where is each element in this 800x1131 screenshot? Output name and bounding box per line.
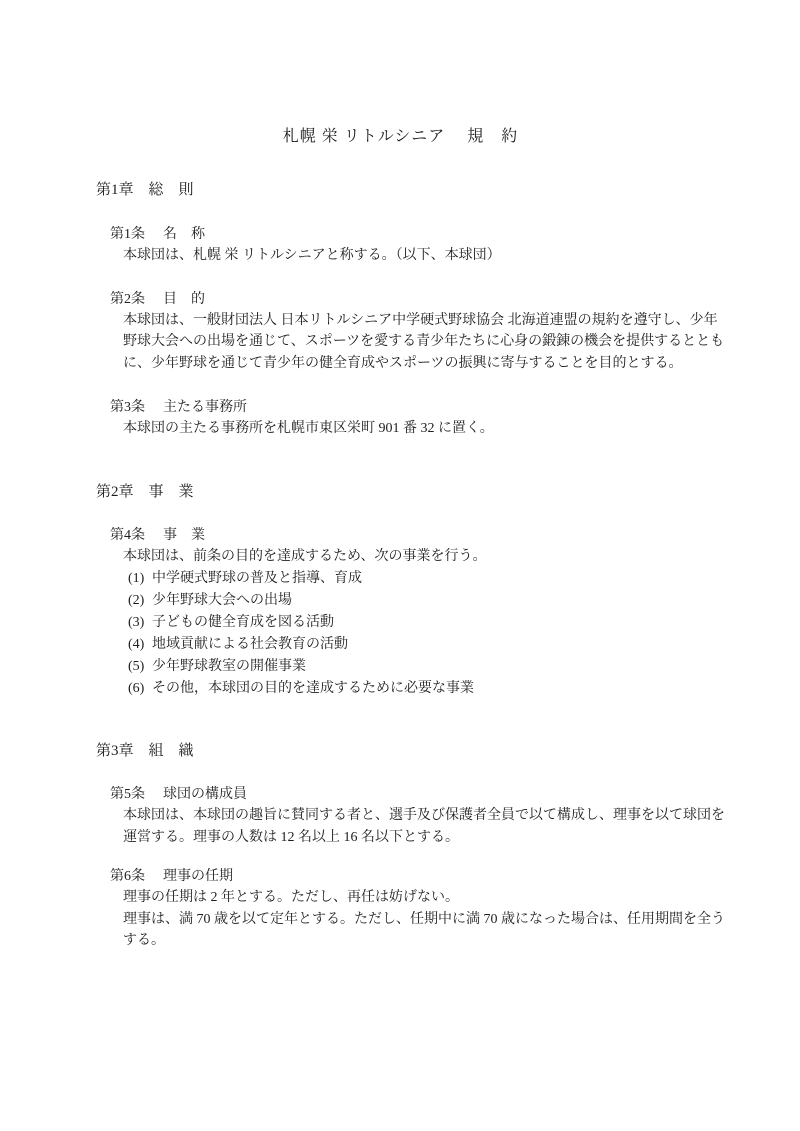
article-3-title: 主たる事務所 bbox=[163, 400, 247, 415]
list-item-1-text: 中学硬式野球の普及と指導、育成 bbox=[152, 571, 362, 586]
article-1-line: 本球団は、札幌 栄 リトルシニアと称する。（以下、本球団） bbox=[123, 248, 501, 263]
article-6-body bbox=[123, 887, 725, 952]
article-3-heading bbox=[110, 397, 705, 418]
article-1-heading bbox=[110, 224, 705, 245]
article-2-title: 目 的 bbox=[163, 291, 205, 307]
article-1-body bbox=[123, 245, 705, 267]
article-2-line: に、少年野球を通じて青少年の健全育成やスポーツの振興に寄与することを目的とする。 bbox=[123, 355, 683, 371]
list-item-5 bbox=[128, 656, 705, 678]
article-2 bbox=[110, 289, 725, 375]
article-4-heading bbox=[110, 525, 705, 546]
document-title: 札幌 栄 リトルシニア 規 約 bbox=[282, 128, 519, 145]
article-3-line: 本球団の主たる事務所を札幌市東区栄町 901 番 32 に置く。 bbox=[123, 421, 494, 436]
article-1 bbox=[110, 224, 705, 267]
list-item-3 bbox=[128, 612, 705, 634]
article-3-number: 第3条 bbox=[110, 400, 145, 415]
article-6 bbox=[110, 866, 725, 952]
article-2-line: 本球団は、一般財団法人 日本リトルシニア中学硬式野球協会 北海道連盟の規約を遵守し、少年 bbox=[123, 312, 718, 328]
list-item-2 bbox=[128, 590, 705, 612]
article-1-number: 第1条 bbox=[110, 227, 145, 242]
article-4-number: 第4条 bbox=[110, 527, 145, 543]
article-6-number: 第6条 bbox=[110, 869, 145, 884]
article-4-list bbox=[128, 568, 705, 700]
article-5-body bbox=[123, 805, 725, 848]
article-6-line: する。 bbox=[123, 933, 165, 948]
article-6-heading bbox=[110, 866, 705, 887]
chapter-2 bbox=[96, 482, 705, 701]
list-item-5-number: (5) bbox=[128, 659, 145, 674]
article-4 bbox=[110, 525, 705, 701]
list-item-2-number: (2) bbox=[128, 593, 145, 608]
article-5-heading bbox=[110, 784, 705, 805]
chapter-3 bbox=[96, 741, 725, 952]
list-item-6-text: その他，本球団の目的を達成するために必要な事業 bbox=[152, 681, 474, 696]
chapter-3-heading: 第3章 組 織 bbox=[96, 743, 194, 759]
list-item-2-text: 少年野球大会への出場 bbox=[152, 593, 292, 608]
list-item-1-number: (1) bbox=[128, 571, 145, 586]
list-item-4-number: (4) bbox=[128, 637, 145, 652]
chapter-1 bbox=[96, 180, 725, 440]
article-3-body bbox=[123, 418, 705, 440]
list-item-4 bbox=[128, 634, 705, 656]
chapter-1-heading: 第1章 総 則 bbox=[96, 182, 194, 198]
article-5-number: 第5条 bbox=[110, 787, 145, 802]
list-item-6 bbox=[128, 678, 705, 700]
list-item-4-text: 地域貢献による社会教育の活動 bbox=[152, 637, 348, 652]
article-1-title: 名 称 bbox=[163, 227, 205, 242]
article-2-line: 野球大会への出場を通じて、スポーツを愛する青少年たちに心身の鍛錬の機会を提供するととも bbox=[123, 334, 725, 349]
article-4-title: 事 業 bbox=[163, 527, 205, 543]
list-item-3-number: (3) bbox=[128, 615, 145, 630]
article-6-line: 理事の任期は 2 年とする。ただし、再任は妨げない。 bbox=[123, 890, 459, 905]
article-6-line: 理事は、満 70 歳を以て定年とする。ただし、任期中に満 70 歳になった場合は、任用期間を全う bbox=[123, 911, 725, 927]
article-5-title: 球団の構成員 bbox=[163, 787, 247, 802]
article-2-heading bbox=[110, 289, 705, 310]
article-5-line: 本球団は、本球団の趣旨に賛同する者と、選手及び保護者全員で以て構成し、理事を以て球団を bbox=[123, 808, 725, 823]
article-4-body bbox=[123, 546, 705, 568]
article-4-line: 本球団は、前条の目的を達成するため、次の事業を行う。 bbox=[123, 548, 487, 564]
article-2-number: 第2条 bbox=[110, 291, 145, 307]
list-item-6-number: (6) bbox=[128, 681, 145, 696]
article-5-line: 運営する。理事の人数は 12 名以上 16 名以下とする。 bbox=[123, 829, 459, 845]
article-3 bbox=[110, 397, 705, 440]
article-2-body bbox=[123, 310, 725, 375]
article-5 bbox=[110, 784, 725, 848]
list-item-3-text: 子どもの健全育成を図る活動 bbox=[152, 615, 334, 630]
list-item-1 bbox=[128, 568, 705, 590]
chapter-2-heading: 第2章 事 業 bbox=[96, 483, 194, 500]
list-item-5-text: 少年野球教室の開催事業 bbox=[152, 659, 306, 674]
article-6-title: 理事の任期 bbox=[163, 869, 233, 884]
